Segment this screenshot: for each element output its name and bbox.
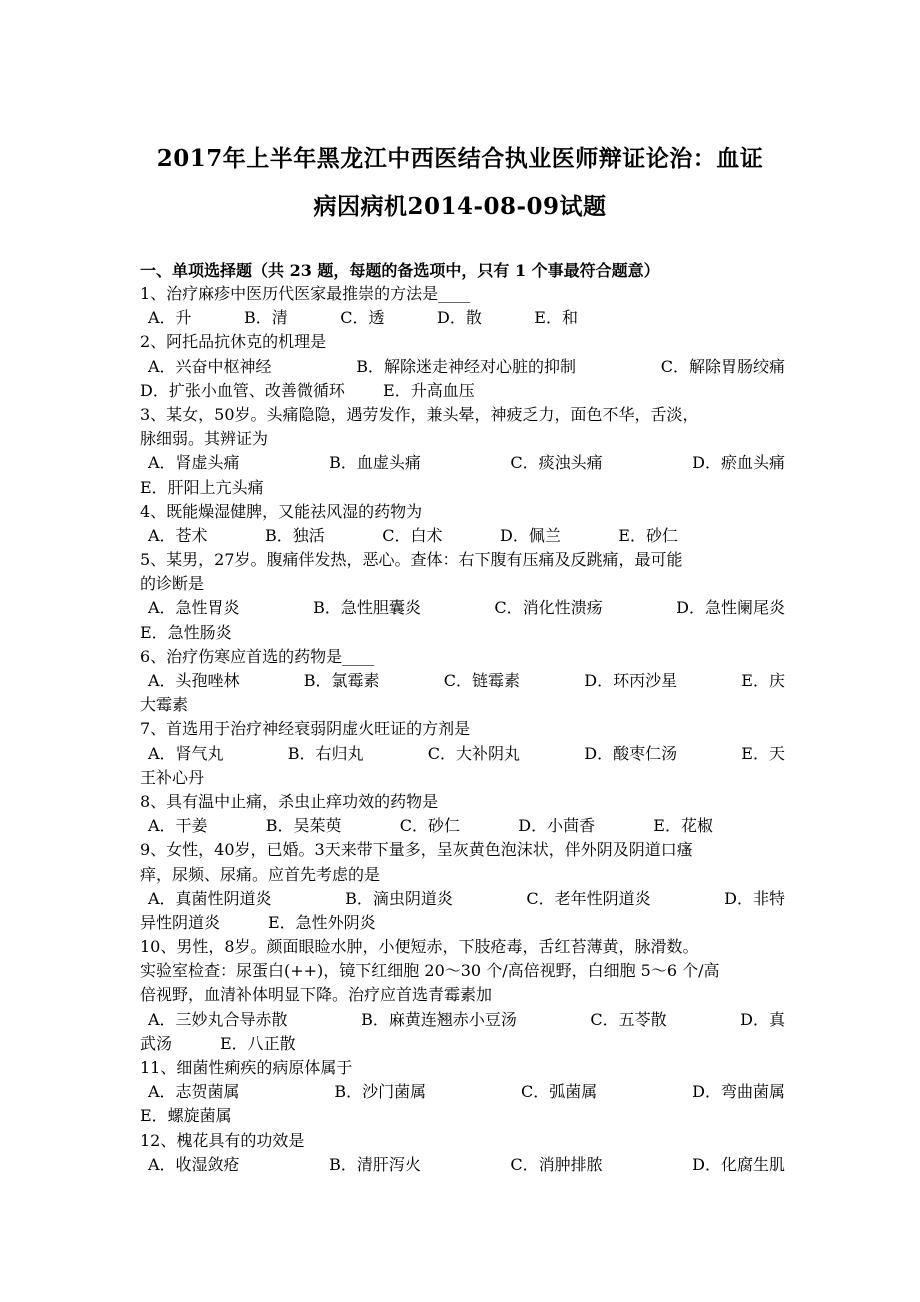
- question-7-stem: 7、首选用于治疗神经衰弱阴虚火旺证的方剂是: [140, 719, 471, 739]
- option: A．收湿敛疮: [148, 1154, 240, 1174]
- option: B．急性胆囊炎: [313, 598, 421, 618]
- option: E．砂仁: [618, 525, 678, 545]
- option: E．庆: [741, 671, 785, 690]
- question-6-options: [140, 669, 785, 693]
- option: B．氯霉素: [303, 671, 380, 690]
- question-11-stem: 11、细菌性痢疾的病原体属于: [140, 1058, 353, 1077]
- option: A．干姜: [148, 816, 208, 836]
- question-3-options-cont: E．肝阳上亢头痛: [140, 477, 264, 497]
- question-3-stem: 3、某女，50岁。头痛隐隐，遇劳发作，兼头晕，神疲乏力，面色不华，舌淡，: [140, 404, 699, 424]
- option: B．清肝泻火: [329, 1154, 421, 1174]
- question-6-stem: 6、治疗伤寒应首选的药物是____: [140, 646, 375, 666]
- question-1-options: [140, 306, 578, 330]
- option: C．解除胃肠绞痛: [660, 356, 785, 376]
- option: D．急性阑尾炎: [676, 598, 785, 618]
- option: B．麻黄连翘赤小豆汤: [361, 1009, 517, 1029]
- option: A．兴奋中枢神经: [148, 356, 272, 376]
- question-10-options-cont: 武汤 E．八正散: [140, 1033, 296, 1053]
- option: C．消肿排脓: [510, 1154, 603, 1174]
- question-4-stem: 4、既能燥湿健脾，又能祛风湿的药物为: [140, 501, 423, 521]
- option: D．弯曲菌属: [692, 1082, 785, 1102]
- option: D．佩兰: [499, 525, 561, 545]
- option: B．滴虫阴道炎: [345, 888, 453, 908]
- question-7-options-cont: 王补心丹: [140, 767, 205, 787]
- question-10-stem-cont: 实验室检查：尿蛋白(++)，镜下红细胞 20～30 个/高倍视野，白细胞 5～6 个/高: [140, 961, 720, 981]
- option: B．清: [244, 308, 288, 328]
- question-2-options: [140, 355, 785, 379]
- question-3-options: [140, 451, 785, 475]
- question-6-options-cont: 大霉素: [140, 695, 189, 715]
- question-7-options: [140, 742, 785, 766]
- question-12-options: [140, 1153, 785, 1177]
- option: C．痰浊头痛: [510, 453, 603, 473]
- option: A．升: [148, 308, 192, 328]
- option: D．瘀血头痛: [692, 453, 785, 473]
- option: A．肾气丸: [148, 743, 224, 763]
- option: E．天: [741, 743, 785, 763]
- question-8-options: [140, 814, 713, 838]
- question-5-options: [140, 596, 785, 620]
- question-3-stem-cont: 脉细弱。其辨证为: [140, 429, 269, 449]
- option: E．花椒: [653, 816, 713, 836]
- option: E．和: [534, 308, 578, 328]
- question-11-options-cont: E．螺旋菌属: [140, 1106, 232, 1126]
- option: D．扩张小血管、改善微循环: [140, 380, 345, 400]
- question-10-stem-cont-2: 倍视野，血清补体明显下降。治疗应首选青霉素加: [140, 985, 493, 1005]
- option: C．消化性溃疡: [494, 598, 603, 618]
- document-title-line-1: 2017年上半年黑龙江中西医结合执业医师辩证论治：血证: [156, 145, 764, 172]
- question-2-options-cont: [140, 379, 785, 403]
- option: C．五苓散: [590, 1009, 667, 1029]
- option: A．志贺菌属: [148, 1082, 240, 1102]
- option: B．血虚头痛: [329, 453, 421, 473]
- option: E．升高血压: [383, 380, 475, 400]
- option: D．环丙沙星: [584, 671, 678, 690]
- option: B．右归丸: [287, 743, 364, 763]
- section-heading: 一、单项选择题（共 23 题，每题的备选项中，只有 1 个事最符合题意）: [140, 261, 660, 280]
- question-11-options: [140, 1080, 785, 1104]
- question-1-stem: 1、治疗麻疹中医历代医家最推崇的方法是____: [140, 284, 471, 303]
- option: C．透: [340, 308, 385, 328]
- question-8-stem: 8、具有温中止痛，杀虫止痒功效的药物是: [140, 791, 439, 811]
- option: D．小茴香: [518, 816, 596, 836]
- question-10-stem: 10、男性，8岁。颜面眼睑水肿，小便短赤，下肢疮毒，舌红苔薄黄，脉滑数。: [140, 937, 699, 957]
- question-2-stem: 2、阿托品抗休克的机理是: [140, 332, 327, 352]
- question-list: [140, 282, 785, 1177]
- option: D．散: [436, 308, 482, 328]
- option: C．弧菌属: [521, 1082, 598, 1102]
- option: C．砂仁: [399, 816, 461, 836]
- question-5-options-cont: E．急性肠炎: [140, 622, 232, 642]
- option: A．肾虚头痛: [148, 453, 240, 473]
- option: D．酸枣仁汤: [584, 743, 678, 763]
- option: A．真菌性阴道炎: [148, 888, 272, 908]
- option: D．非特: [724, 888, 785, 908]
- question-9-stem: 9、女性，40岁，已婚。3天来带下量多，呈灰黄色泡沫状，伴外阴及阴道口瘙: [140, 840, 693, 860]
- option: C．链霉素: [443, 671, 521, 690]
- option: C．老年性阴道炎: [526, 888, 651, 908]
- option: A．急性胃炎: [148, 598, 240, 618]
- question-5-stem-cont: 的诊断是: [140, 574, 205, 594]
- option: A．三妙丸合导赤散: [148, 1009, 288, 1029]
- question-4-options: [140, 524, 678, 548]
- option: D．真: [740, 1009, 785, 1029]
- option: B．沙门菌属: [334, 1082, 427, 1102]
- option: B．独活: [265, 525, 325, 545]
- option: D．化腐生肌: [692, 1154, 785, 1174]
- option: C．大补阴丸: [427, 743, 521, 763]
- question-12-stem: 12、槐花具有的功效是: [140, 1130, 305, 1150]
- option: C．白术: [382, 525, 443, 545]
- document-title-line-2: 病因病机2014-08-09试题: [313, 193, 607, 220]
- option: A．苍术: [148, 525, 208, 545]
- question-5-stem: 5、某男，27岁。腹痛伴发热，恶心。查体：右下腹有压痛及反跳痛，最可能: [140, 550, 683, 570]
- option: B．吴茱萸: [265, 816, 342, 836]
- question-9-options-cont: 异性阴道炎 E．急性外阴炎: [140, 912, 376, 932]
- option: B．解除迷走神经对心脏的抑制: [356, 356, 577, 376]
- question-10-options: [140, 1008, 785, 1032]
- question-9-stem-cont: 痒，尿频、尿痛。应首先考虑的是: [140, 864, 381, 884]
- option: A．头孢唑林: [148, 671, 240, 690]
- question-9-options: [140, 887, 785, 911]
